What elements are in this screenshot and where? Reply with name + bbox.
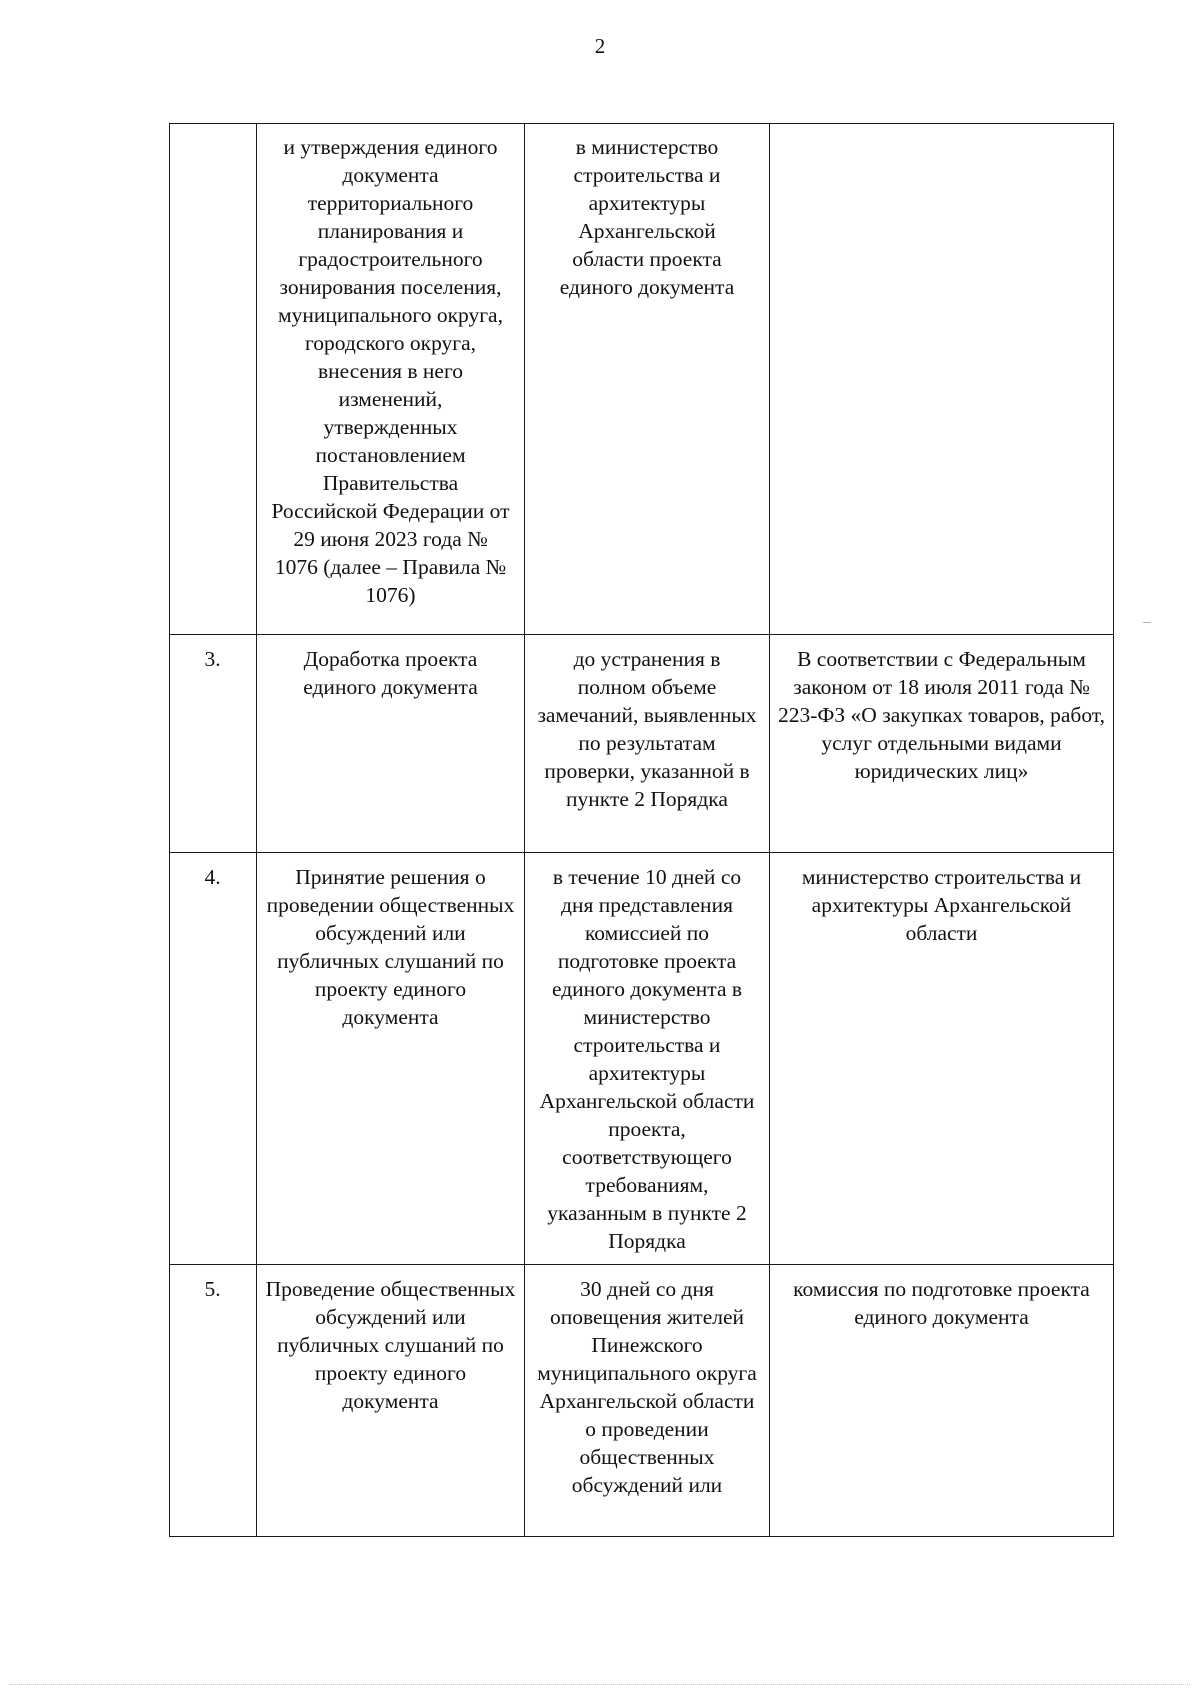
table-cell-responsible: комиссия по подготовке проекта единого документа: [770, 1265, 1114, 1537]
scan-artifact: [1143, 622, 1151, 623]
table-cell-action: Проведение общественных обсуждений или публичных слушаний по проекту единого документа: [257, 1265, 525, 1537]
table-cell-deadline: в течение 10 дней со дня представления комиссией по подготовке проекта единого документа в министерство строительства и архитектуры Архангельской области проекта, соответствующего требованиям, указанным в пункте 2 Порядка: [525, 853, 770, 1265]
table-cell-responsible: [770, 123, 1114, 635]
table-cell-deadline: 30 дней со дня оповещения жителей Пинежского муниципального округа Архангельской области о проведении общественных обсуждений или: [525, 1265, 770, 1537]
table-cell-deadline: до устранения в полном объеме замечаний, выявленных по результатам проверки, указанной в пункте 2 Порядка: [525, 635, 770, 853]
scan-artifact: [10, 1684, 1190, 1685]
table-cell-number: 3.: [169, 635, 257, 853]
table-cell-action: и утверждения единого документа территориального планирования и градостроительного зонирования поселения, муниципального округа, городского округа, внесения в него изменений, утвержденных постановлением Правительства Российской Федерации от 29 июня 2023 года № 1076 (далее – Правила № 1076): [257, 123, 525, 635]
table-cell-number: 4.: [169, 853, 257, 1265]
table-cell-action: Доработка проекта единого документа: [257, 635, 525, 853]
table-cell-action: Принятие решения о проведении общественных обсуждений или публичных слушаний по проекту единого документа: [257, 853, 525, 1265]
table-cell-number: 5.: [169, 1265, 257, 1537]
table-cell-number: [169, 123, 257, 635]
page-number: 2: [594, 34, 606, 58]
table-cell-deadline: в министерство строительства и архитектуры Архангельской области проекта единого документа: [525, 123, 770, 635]
table-cell-responsible: В соответствии с Федеральным законом от 18 июля 2011 года № 223-ФЗ «О закупках товаров, работ, услуг отдельными видами юридических лиц»: [770, 635, 1114, 853]
table-cell-responsible: министерство строительства и архитектуры Архангельской области: [770, 853, 1114, 1265]
